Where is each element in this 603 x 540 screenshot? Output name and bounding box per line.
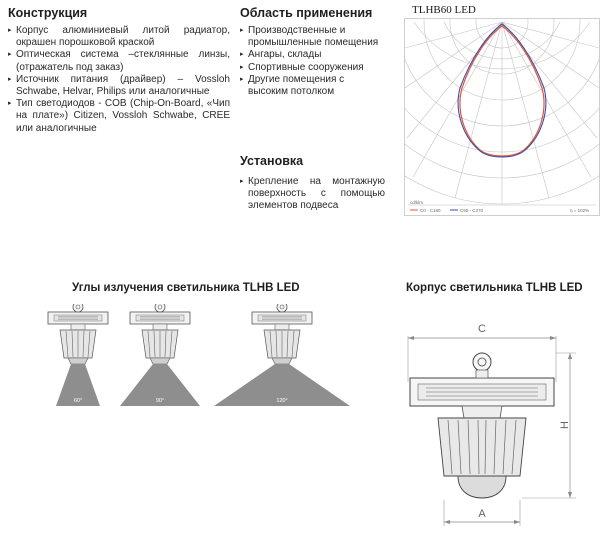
angles-illustration — [0, 304, 380, 414]
installation-list — [240, 176, 385, 213]
list-item: ▸ Другие помещения с высоким потолком — [240, 74, 385, 98]
list-item: ▸ Оптическая система –стеклянные линзы, (отражатель под заказ) — [8, 49, 230, 73]
application-list — [240, 25, 385, 98]
legend-c90: C90 - C270 — [460, 208, 484, 213]
dim-h-label: H — [559, 421, 571, 429]
list-item: ▸ Спортивные сооружения — [240, 62, 385, 74]
fixture-120-icon — [214, 304, 350, 406]
housing-lens — [458, 476, 506, 498]
dim-c-label: C — [478, 323, 486, 335]
fixture-90-icon — [120, 304, 200, 406]
list-item: ▸ Корпус алюминиевый литой радиатор, окрашен порошковой краской — [8, 25, 230, 49]
housing-hook — [473, 353, 491, 371]
angles-section-title: Углы излучения светильника TLHB LED — [72, 282, 300, 294]
application-title: Область применения — [240, 6, 373, 20]
list-item: ▸ Источник питания (драйвер) – Vossloh Schwabe, Helvar, Philips или аналогичные — [8, 74, 230, 98]
polar-plot-title: TLHB60 LED — [412, 4, 476, 16]
dim-a-label: A — [478, 508, 486, 520]
angle-label-60: 60° — [73, 398, 83, 404]
legend-c0: C0 - C180 — [420, 208, 441, 213]
scale-note: η = 102% — [570, 208, 590, 213]
fixture-60-icon — [48, 304, 108, 406]
housing-drawing — [396, 304, 603, 536]
housing-section-title: Корпус светильника TLHB LED — [406, 282, 583, 294]
list-item: ▸ Ангары, склады — [240, 49, 385, 61]
construction-list — [8, 25, 230, 135]
construction-title: Конструкция — [8, 6, 88, 20]
list-item: ▸ Тип светодиодов - COB (Chip-On-Board, «Чип на плате») Citizen, Vossloh Schwabe, CREE или аналогичные — [8, 98, 230, 135]
list-item: ▸ Производственные и промышленные помещения — [240, 25, 385, 49]
unit-label: cd/klm — [410, 200, 424, 205]
polar-diagram — [404, 18, 600, 216]
list-item: ▸ Крепление на монтажную поверхность с помощью элементов подвеса — [240, 176, 385, 213]
installation-title: Установка — [240, 154, 304, 168]
angle-label-120: 120° — [276, 398, 288, 404]
angle-label-90: 90° — [155, 398, 165, 404]
